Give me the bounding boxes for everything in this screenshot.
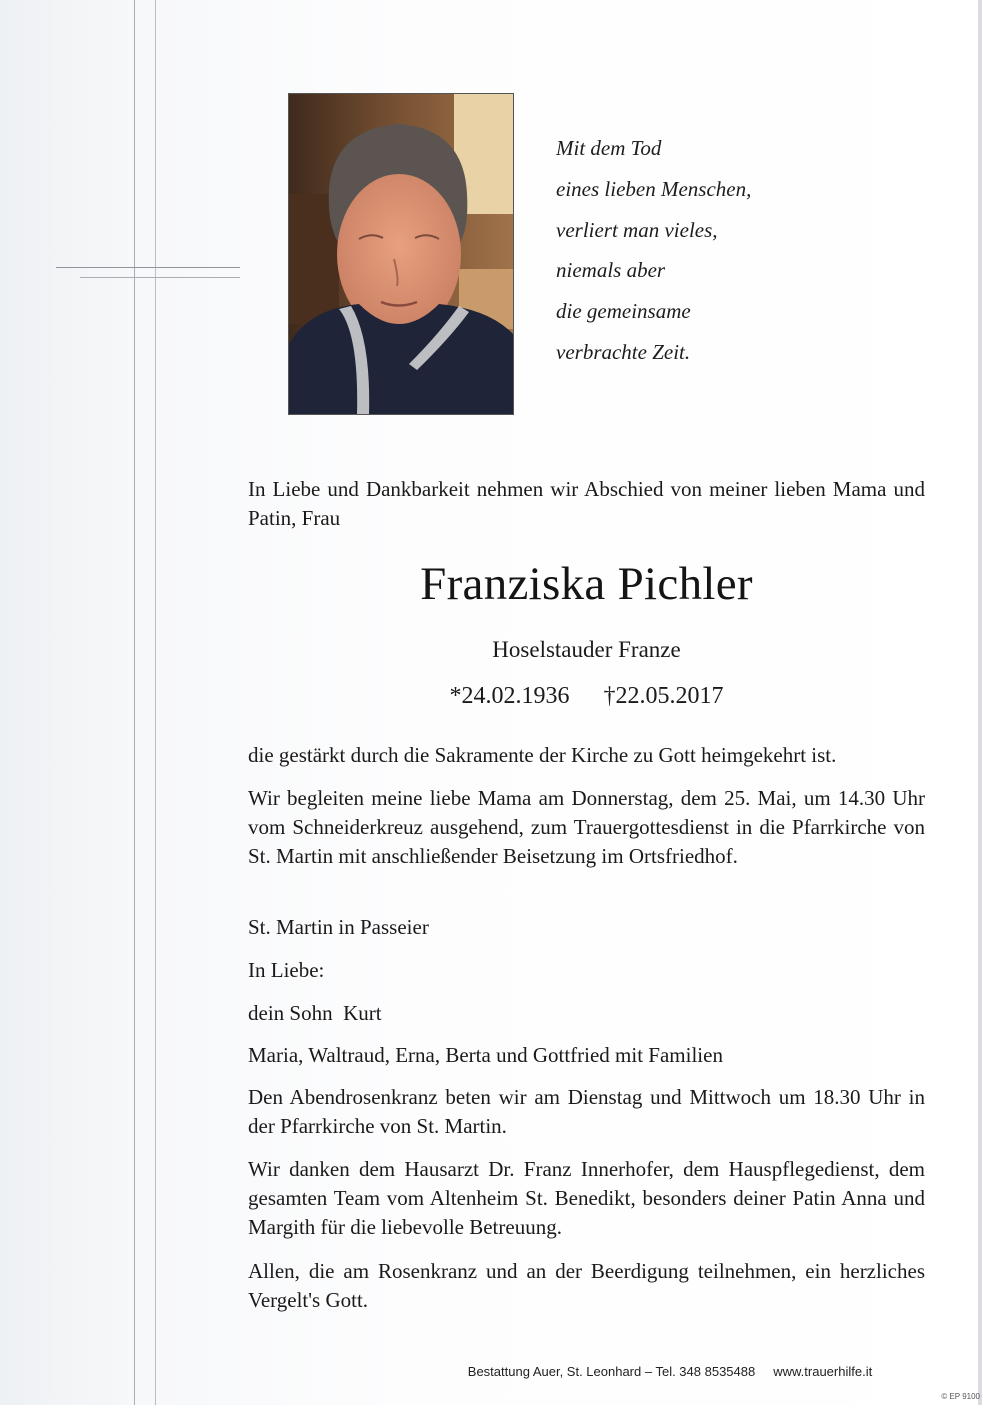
- in-liebe-text: In Liebe:: [248, 958, 325, 982]
- footer-website[interactable]: www.trauerhilfe.it: [773, 1364, 873, 1379]
- poem-line: verliert man vieles,: [556, 217, 718, 242]
- portrait-illustration: [289, 94, 513, 414]
- rosary-text: Den Abendrosenkranz beten wir am Dienstag und Mittwoch um 18.30 Uhr in der Pfarrkirche von St. Martin.: [248, 1085, 925, 1138]
- intro-text: In Liebe und Dankbarkeit nehmen wir Abschied von meiner lieben Mama und Patin, Frau: [248, 477, 925, 530]
- birth-date: *24.02.1936: [449, 683, 570, 709]
- portrait-photo: [288, 93, 514, 415]
- print-code: © EP 9100: [941, 1392, 980, 1401]
- cross-vertical-line-inner: [155, 0, 156, 1405]
- sacraments-text: die gestärkt durch die Sakramente der Kirche zu Gott heimgekehrt ist.: [248, 743, 837, 767]
- family-text: Maria, Waltraud, Erna, Berta und Gottfried mit Familien: [248, 1043, 723, 1067]
- thanks-text: Wir danken dem Hausarzt Dr. Franz Innerhofer, dem Hauspflegedienst, dem gesamten Team vom Altenheim St. Benedikt, besonders deiner Patin Anna und Margith für die liebevolle Betreuung.: [248, 1157, 925, 1239]
- funeral-service-text: Wir begleiten meine liebe Mama am Donnerstag, dem 25. Mai, um 14.30 Uhr vom Schneiderkreuz ausgehend, zum Trauergottesdienst in die Pfarrkirche von St. Martin mit anschließender Beisetzung im Ortsfriedhof.: [248, 786, 925, 868]
- death-date: †22.05.2017: [603, 683, 724, 709]
- poem-line: eines lieben Menschen,: [556, 176, 752, 201]
- cross-horizontal-line: [56, 267, 240, 268]
- son-text: dein Sohn Kurt: [248, 1001, 382, 1025]
- poem-line: verbrachte Zeit.: [556, 339, 691, 364]
- footer-company: Bestattung Auer, St. Leonhard – Tel. 348 8535488: [467, 1364, 756, 1379]
- poem-line: die gemeinsame: [556, 299, 691, 324]
- place-text: St. Martin in Passeier: [248, 915, 429, 939]
- deceased-nickname: Hoselstauder Franze: [492, 637, 681, 662]
- life-dates: [248, 680, 925, 712]
- poem-line: Mit dem Tod: [556, 136, 662, 160]
- poem-line: niemals aber: [556, 258, 666, 283]
- poem: [556, 128, 896, 373]
- closing-text: Allen, die am Rosenkranz und an der Beerdigung teilnehmen, ein herzliches Vergelt's Gott.: [248, 1259, 925, 1312]
- footer: [420, 1364, 920, 1379]
- cross-horizontal-line-inner: [80, 277, 240, 278]
- deceased-name: Franziska Pichler: [420, 558, 753, 610]
- page-edge: [978, 0, 982, 1405]
- cross-vertical-line: [134, 0, 135, 1405]
